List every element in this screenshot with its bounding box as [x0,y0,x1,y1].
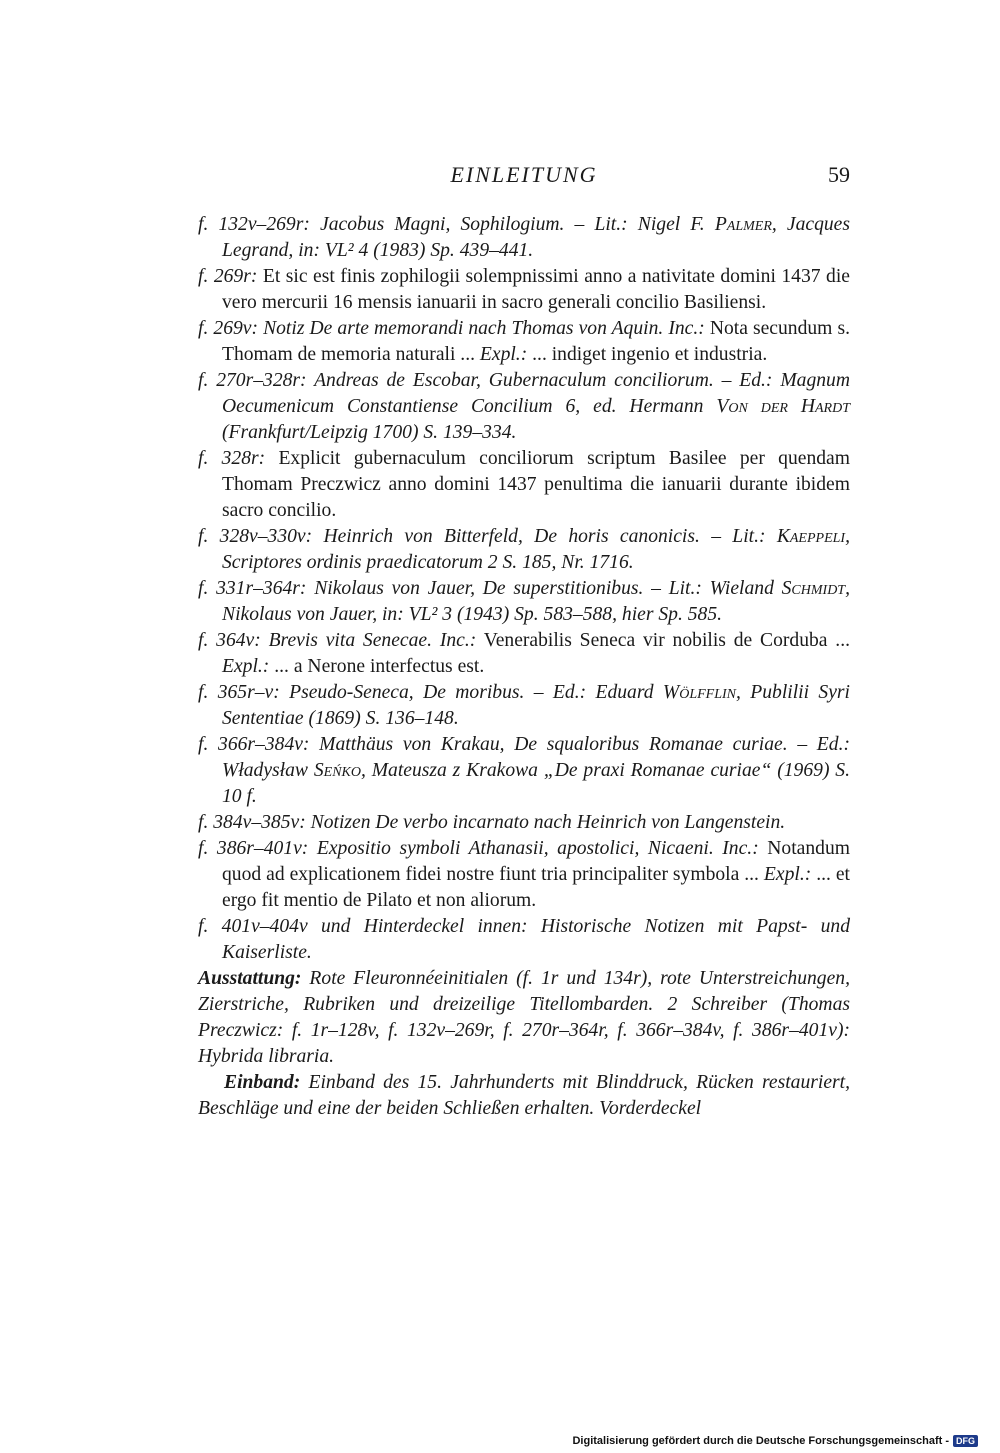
ausstattung-paragraph [198,966,850,1070]
einband-paragraph [198,1070,850,1122]
folio-ref: f. 269r: [198,266,258,287]
entry-roman-text: ... indiget ingenio et industria. [527,344,768,365]
entry-italic-text: Pseudo-Seneca, De moribus. – Ed.: Eduard [279,682,663,703]
folio-ref: f. 365r–v: [198,682,280,703]
author-surname: Von der Hardt [716,396,850,417]
entry-italic-text: (Frankfurt/Leipzig 1700) S. 139–334. [222,422,517,443]
entry-italic-text: , Mateusza z Krakowa „De praxi Romanae curiae“ (1969) S. 10 f. [222,760,851,807]
folio-ref: f. 270r–328r: [198,370,307,391]
content-entry [198,368,850,446]
entry-roman-text: Notandum quod ad explicationem fidei nostre fiunt tria principaliter symbola ... [222,838,851,885]
entry-italic-text: Historische Notizen mit Papst- und Kaiserliste. [222,916,851,963]
entry-italic-text: Notizen De verbo incarnato nach Heinrich von Langenstein. [305,812,786,833]
entry-italic-text: Jacobus Magni, Sophilogium. – Lit.: Nigel F. [309,214,715,235]
author-surname: Palmer [714,214,772,235]
content-entry [198,810,850,836]
entry-italic-text: , Nikolaus von Jauer, in: VL² 3 (1943) Sp. 583–588, hier Sp. 585. [222,578,850,625]
dfg-logo: DFG [953,1435,978,1447]
page-number: 59 [828,162,850,187]
page-header [198,162,850,194]
entry-italic-text: Expl.: [763,864,812,885]
entry-roman-text: Explicit gubernaculum conciliorum scriptum Basilee per quendam Thomam Preczwicz anno domini 1437 penultima die ianuarii durante ibidem sacro concilio. [222,448,850,521]
entry-italic-text: , Jacques Legrand, in: VL² 4 (1983) Sp. 439–441. [222,214,851,261]
content-entry [198,680,850,732]
entry-italic-text: Notiz De arte memorandi nach Thomas von Aquin. Inc.: [258,318,705,339]
entry-roman-text: Nota secundum s. Thomam de memoria naturali ... [222,318,850,365]
folio-ref: f. 366r–384v: [198,734,310,755]
folio-ref: f. 328r: [198,448,266,469]
entry-roman-text: Venerabilis Seneca vir nobilis de Corduba ... [476,630,851,651]
content-entry [198,732,850,810]
content-entry [198,836,850,914]
folio-ref: f. 269v: [198,318,259,339]
entry-roman-text: Et sic est finis zophilogii solempnissimi anno a nativitate domini 1437 die vero mercurii 16 mensis ianuarii in sacro generali concilio Basiliensi. [222,266,850,313]
entry-italic-text: Expl.: [222,656,270,677]
page-body [198,212,850,1122]
folio-ref: f. 132v–269r: [198,214,310,235]
digitization-credit-text: Digitalisierung gefördert durch die Deutsche Forschungsgemeinschaft - [572,1435,949,1447]
author-surname: Schmidt [781,578,846,599]
entry-italic-text: , Publilii Syri Sententiae (1869) S. 136–148. [222,682,850,729]
content-entry [198,264,850,316]
entry-italic-text: Matthäus von Krakau, De squaloribus Romanae curiae. – Ed.: Władysław [222,734,850,781]
content-entries [198,212,850,966]
content-entry [198,212,850,264]
author-surname: Kaeppeli [776,526,846,547]
folio-ref: f. 384v–385v: [198,812,306,833]
folio-ref: f. 331r–364r: [198,578,307,599]
author-surname: Seńko [313,760,361,781]
ausstattung-text: Rote Fleuronnéeinitialen (f. 1r und 134r), rote Unterstreichungen, Zierstriche, Rubriken und dreizeilige Titellombarden. 2 Schreiber (Thomas Preczwicz: f. 1r–128v, f. 132v–269r, f. 270r–364r, f. 366r–384v, f. 386r–401v): Hybrida libraria. [198,968,850,1067]
entry-italic-text: , Scriptores ordinis praedicatorum 2 S. 185, Nr. 1716. [222,526,850,573]
author-surname: Wölfflin [662,682,737,703]
content-entry [198,628,850,680]
folio-ref: f. 401v–404v und Hinterdeckel innen: [198,916,528,937]
folio-ref: f. 386r–401v: [198,838,309,859]
content-entry [198,524,850,576]
entry-roman-text: ... et ergo fit mentio de Pilato et non aliorum. [222,864,850,911]
einband-label: Einband: [224,1072,301,1093]
content-entry [198,576,850,628]
digitization-credit [572,1435,978,1447]
ausstattung-label: Ausstattung: [198,968,302,989]
einband-text: Einband des 15. Jahrhunderts mit Blinddruck, Rücken restauriert, Beschläge und eine der beiden Schließen erhalten. Vorderdeckel [198,1072,850,1119]
entry-italic-text: Heinrich von Bitterfeld, De horis canonicis. – Lit.: [312,526,777,547]
content-entry [198,446,850,524]
folio-ref: f. 328v–330v: [198,526,313,547]
content-entry [198,914,850,966]
entry-roman-text: ... a Nerone interfectus est. [269,656,485,677]
entry-italic-text: Brevis vita Senecae. Inc.: [260,630,477,651]
entry-italic-text: Andreas de Escobar, Gubernaculum conciliorum. – Ed.: Magnum Oecumenicum Constantiense Concilium 6, ed. Hermann [222,370,850,417]
running-title: EINLEITUNG [450,162,598,187]
content-entry [198,316,850,368]
entry-italic-text: Nikolaus von Jauer, De superstitionibus. – Lit.: Wieland [306,578,782,599]
entry-italic-text: Expl.: [479,344,528,365]
folio-ref: f. 364v: [198,630,261,651]
entry-italic-text: Expositio symboli Athanasii, apostolici, Nicaeni. Inc.: [308,838,759,859]
